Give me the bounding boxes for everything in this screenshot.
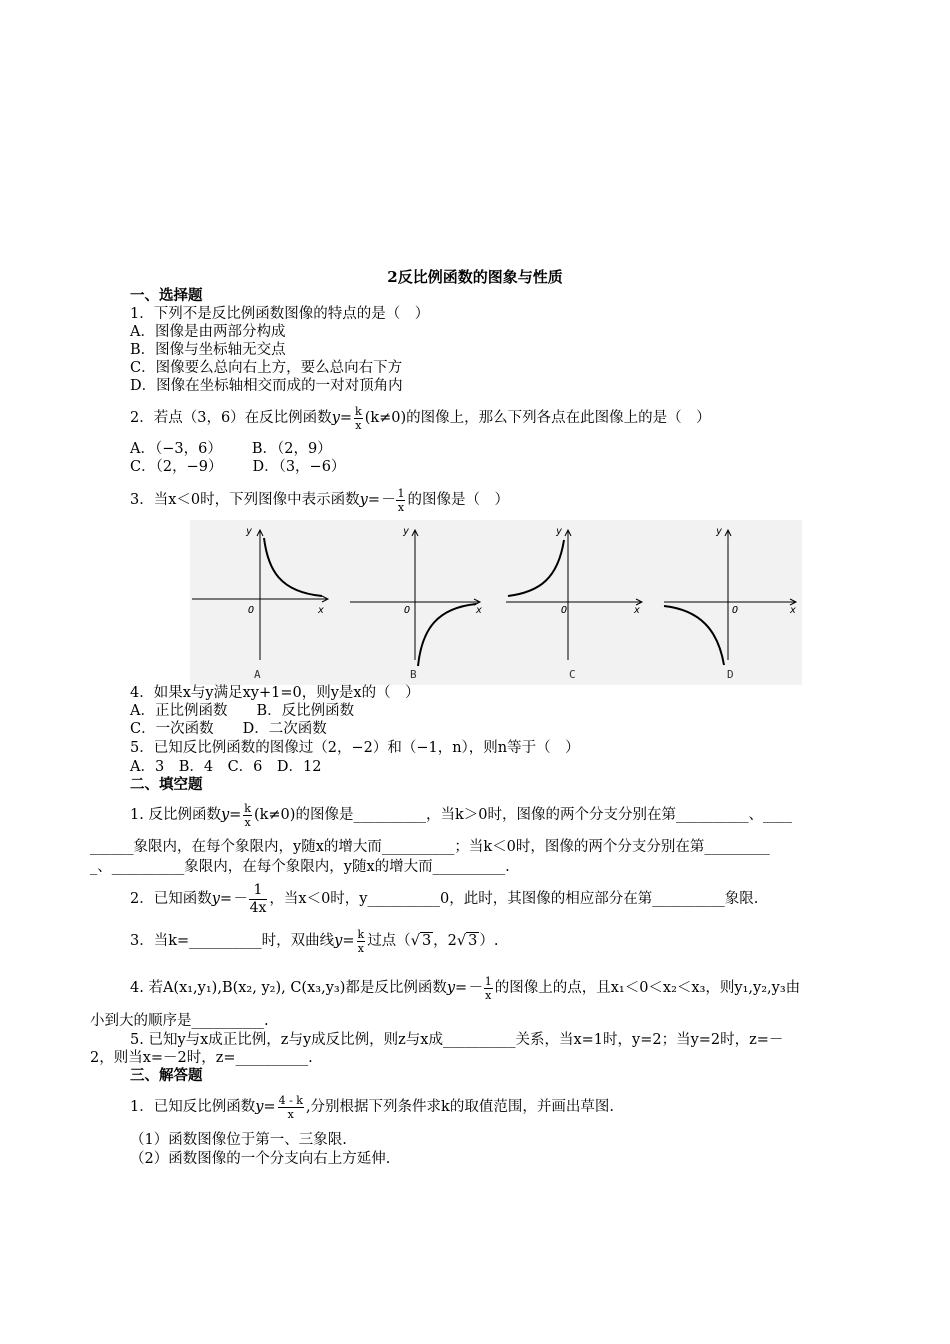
f1-line1: 1. 反比例函数y= $\frac{k}{x}$ (k≠0)的图像是__________，当k＞0时，图像的两个分支分别在第__________、____ <box>130 801 792 829</box>
q4-stem: 4．如果x与y满足xy+1=0，则y是x的（ ） <box>130 685 420 701</box>
f1-line3: _、__________象限内，在每个象限内，y随x的增大而__________. <box>90 859 510 875</box>
graph-a-label: A <box>254 668 261 681</box>
section-fill: 二、填空题 <box>130 776 203 793</box>
q1-option-b: B．图像与坐标轴无交点 <box>130 342 286 358</box>
q1-option-a: A．图像是由两部分构成 <box>130 324 286 340</box>
graph-b-y-label: y <box>403 526 410 537</box>
s1-condition-1: （1）函数图像位于第一、三象限. <box>130 1132 347 1148</box>
q4-options-row2: C．一次函数 D．二次函数 <box>130 721 327 737</box>
graph-d-x-label: x <box>790 605 797 616</box>
q1-option-c: C．图像要么总向右上方，要么总向右下方 <box>130 360 403 376</box>
graph-d-label: D <box>727 668 734 681</box>
q3-stem: 3．当x＜0时，下列图像中表示函数y=－ $\frac{1}{x}$ 的图像是（ ） <box>130 486 509 514</box>
q1-stem: 1．下列不是反比例函数图像的特点的是（ ） <box>130 306 430 322</box>
graph-d-origin: O <box>732 605 739 616</box>
f2-line: 2．已知函数y=－ $\frac{1}{4x}$ ，当x＜0时，y__________0，此时，其图像的相应部分在第__________象限. <box>130 881 759 916</box>
s1-condition-2: （2）函数图像的一个分支向右上方延伸. <box>130 1151 391 1167</box>
graph-d-y-label: y <box>716 526 723 537</box>
graph-a-y-label: y <box>246 526 253 537</box>
section-solve: 三、解答题 <box>130 1067 203 1084</box>
q5-options: A．3 B．4 C．6 D．12 <box>130 759 322 775</box>
graph-c-y-label: y <box>556 526 563 537</box>
s1-stem: 1．已知反比例函数y= $\frac{4 - k}{x}$ ,分别根据下列条件求k的取值范围，并画出草图. <box>130 1093 614 1121</box>
f5-line2: 2，则当x=－2时，z=__________. <box>90 1050 313 1066</box>
graph-b-label: B <box>410 668 417 681</box>
f5-line1: 5. 已知y与x成正比例，z与y成反比例，则z与x成__________关系，当x=1时，y=2；当y=2时，z=－ <box>130 1032 784 1048</box>
q2-options-row2: C．（2，−9） D．（3，−6） <box>130 459 346 475</box>
graph-c-label: C <box>569 668 576 681</box>
q4-options-row1: A．正比例函数 B．反比例函数 <box>130 703 355 719</box>
q2-options-row1: A．（−3，6） B．（2，9） <box>130 441 332 457</box>
section-choice: 一、选择题 <box>130 287 203 304</box>
graph-c-origin: O <box>561 605 568 616</box>
graph-a-x-label: x <box>318 605 325 616</box>
q1-option-d: D．图像在坐标轴相交而成的一对对顶角内 <box>130 378 403 394</box>
f3-line: 3．当k=__________时，双曲线y= $\frac{k}{x}$ 过点（√ 3 ，2√ 3 ）. <box>130 927 499 955</box>
f4-line1: 4. 若A(x₁,y₁),B(x₂, y₂), C(x₃,y₃)都是反比例函数y=－ $\frac{1}{x}$ 的图像上的点，且x₁＜0＜x₂＜x₃，则y₁,y₂,y₃由 <box>130 974 801 1002</box>
q2-stem: 2．若点（3，6）在反比例函数y= $\frac{k}{x}$ (k≠0)的图像上，那么下列各点在此图像上的是（ ） <box>130 404 711 432</box>
page-title: 2反比例函数的图象与性质 <box>387 268 563 286</box>
graph-a-origin: O <box>248 605 255 616</box>
q3-graphs-figure <box>190 520 802 685</box>
q5-stem: 5．已知反比例函数的图像过（2，−2）和（−1，n），则n等于（ ） <box>130 740 580 756</box>
graph-b-x-label: x <box>476 605 483 616</box>
graph-c-x-label: x <box>634 605 641 616</box>
graph-b-origin: O <box>404 605 411 616</box>
f4-line2: 小到大的顺序是__________. <box>90 1013 269 1029</box>
f1-line2: ______象限内，在每个象限内，y随x的增大而__________；当k＜0时，图像的两个分支分别在第_________ <box>90 839 770 855</box>
